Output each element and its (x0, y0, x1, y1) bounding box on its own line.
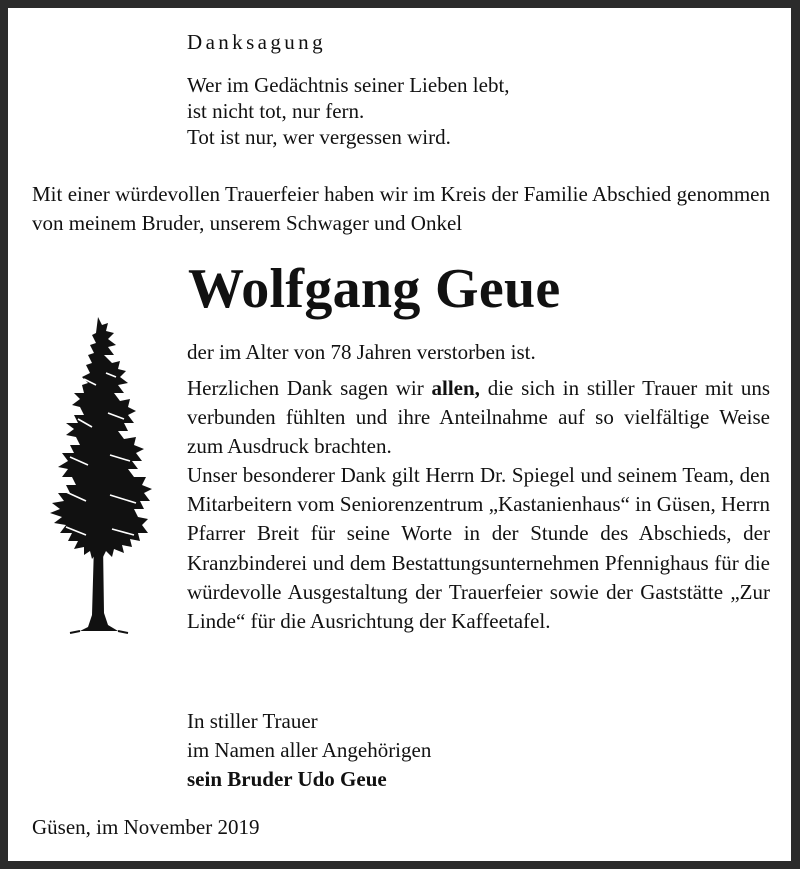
signature-line: im Namen aller Angehörigen (187, 738, 432, 762)
thanks-text (187, 374, 770, 636)
notice-heading: Danksagung (187, 30, 326, 54)
intro-paragraph: Mit einer würdevollen Trauerfeier haben wir im Kreis der Familie Abschied genommen von meinem Bruder, unserem Schwager und Onkel (32, 182, 770, 235)
thanks-before: Herzlichen Dank sagen wir (187, 376, 432, 400)
memorial-verse (187, 72, 510, 150)
thanks-paragraph (187, 374, 770, 461)
signature-line: In stiller Trauer (187, 709, 318, 733)
deceased-name: Wolfgang Geue (188, 258, 561, 320)
signature-block (187, 707, 431, 794)
thanks-after: die sich in stiller Trauer mit uns verbunden fühlten und ihre Anteilnahme auf so vielfältige Weise zum Ausdruck brachten. (187, 376, 771, 459)
signer-name: sein Bruder Udo Geue (187, 767, 387, 791)
special-thanks-paragraph: Unser besonderer Dank gilt Herrn Dr. Spiegel und seinem Team, den Mitarbeitern vom Seniorenzentrum „Kastanienhaus“ in Güsen, Herrn Pfarrer Breit für seine Worte in der Stunde des Abschieds, der Kranzbinderei und dem Bestattungsunternehmen Pfennighaus für die würdevolle Ausgestaltung der Trauerfeier sowie der Gaststätte „Zur Linde“ für die Ausrichtung der Kaffeetafel. (187, 463, 770, 633)
thanks-emphasis: allen, (431, 376, 480, 400)
verse-line: Tot ist nur, wer vergessen wird. (187, 125, 451, 149)
conifer-tree-icon (40, 315, 158, 635)
place-and-date: Güsen, im November 2019 (32, 815, 260, 839)
verse-line: ist nicht tot, nur fern. (187, 99, 365, 123)
age-statement: der im Alter von 78 Jahren verstorben ist. (187, 340, 536, 364)
verse-line: Wer im Gedächtnis seiner Lieben lebt, (187, 73, 510, 97)
